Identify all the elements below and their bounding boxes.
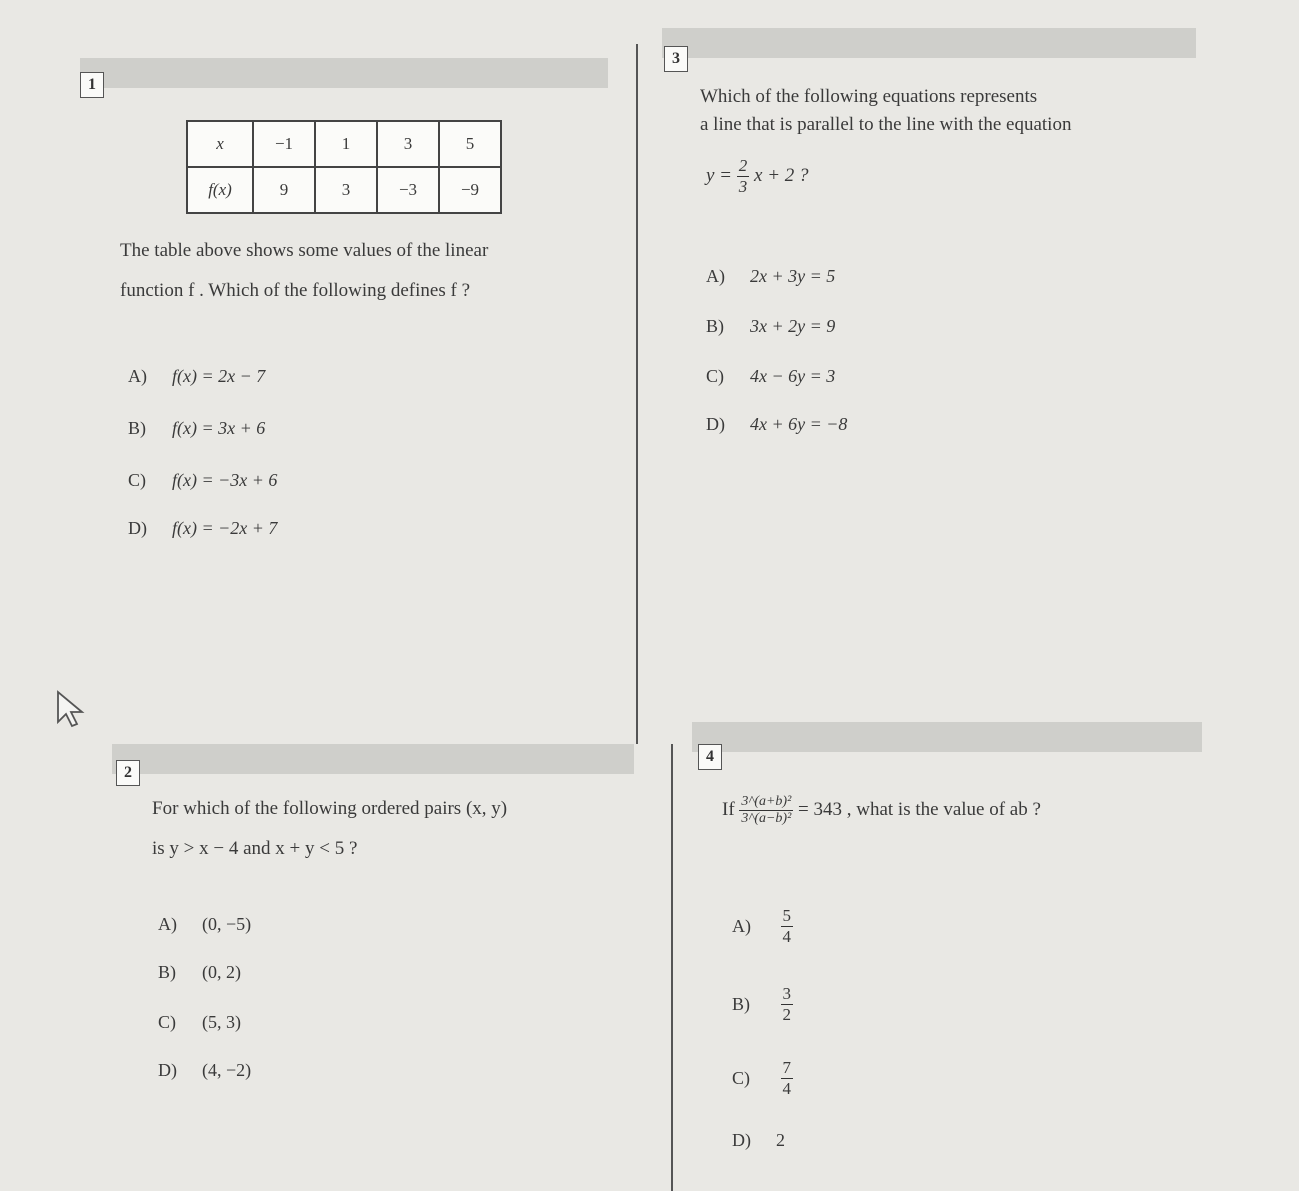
option-label: D) (128, 518, 147, 538)
q1-option-b[interactable] (128, 418, 265, 439)
q1-option-c[interactable] (128, 470, 277, 491)
option-text: 4x + 6y = −8 (750, 414, 848, 434)
q3-option-b[interactable] (706, 316, 835, 337)
fraction-denominator: 2 (782, 1005, 791, 1024)
q4-option-c[interactable] (732, 1058, 793, 1099)
q1-stem-line1: The table above shows some values of the linear (120, 240, 489, 261)
column-divider-bottom (671, 744, 673, 1191)
fraction-denominator: 4 (782, 927, 791, 946)
q3-stem-line1: Which of the following equations represents (700, 86, 1038, 107)
column-divider-top (636, 44, 638, 744)
table-cell: 3 (315, 167, 377, 213)
fraction-numerator: 3^(a+b)² (741, 794, 792, 809)
q2-option-d[interactable] (158, 1060, 251, 1081)
table-cell: 5 (439, 121, 501, 167)
table-row (187, 121, 501, 167)
option-text: 3x + 2y = 9 (750, 316, 836, 336)
option-text: 4x − 6y = 3 (750, 366, 836, 386)
q3-equation (706, 156, 809, 197)
option-text: f(x) = 3x + 6 (172, 418, 266, 438)
equation-suffix: x + 2 ? (754, 164, 809, 186)
option-text: f(x) = 2x − 7 (172, 366, 266, 386)
q1-option-a[interactable] (128, 366, 265, 387)
q4-exponent-fraction (739, 794, 793, 827)
fraction-numerator: 7 (782, 1058, 791, 1077)
option-label: D) (158, 1060, 177, 1080)
option-label: C) (706, 366, 724, 386)
option-text: (4, −2) (202, 1060, 252, 1080)
option-label: A) (706, 266, 725, 286)
q4-header-bar (692, 722, 1202, 752)
equation-fraction (737, 156, 750, 197)
q2-option-a[interactable] (158, 914, 251, 935)
table-cell: −1 (253, 121, 315, 167)
q4-option-a[interactable] (732, 906, 793, 947)
q2-option-b[interactable] (158, 962, 241, 983)
option-fraction (781, 984, 794, 1025)
q3-stem-line2: a line that is parallel to the line with the equation (700, 114, 1072, 135)
fraction-denominator: 3^(a−b)² (741, 811, 792, 826)
q3-option-d[interactable] (706, 414, 847, 435)
table-cell: 9 (253, 167, 315, 213)
q2-stem-line1: For which of the following ordered pairs (x, y) (152, 798, 508, 819)
q4-stem (722, 794, 1041, 827)
q4-option-d[interactable] (732, 1130, 785, 1151)
option-label: C) (732, 1068, 750, 1088)
option-label: B) (158, 962, 176, 982)
q3-header-bar (662, 28, 1196, 58)
q2-option-c[interactable] (158, 1012, 241, 1033)
table-cell: −9 (439, 167, 501, 213)
option-label: B) (732, 994, 750, 1014)
table-cell: −3 (377, 167, 439, 213)
q4-option-b[interactable] (732, 984, 793, 1025)
fraction-denominator: 4 (782, 1079, 791, 1098)
option-label: A) (732, 916, 751, 936)
q2-stem-line2: is y > x − 4 and x + y < 5 ? (152, 838, 358, 859)
q1-values-table (186, 120, 502, 214)
fraction-numerator: 3 (782, 984, 791, 1003)
q4-stem-rest: = 343 , what is the value of ab ? (798, 798, 1041, 820)
table-cell: f(x) (187, 167, 253, 213)
option-label: B) (128, 418, 146, 438)
q1-header-bar (80, 58, 608, 88)
q2-number: 2 (116, 760, 140, 786)
q4-number: 4 (698, 744, 722, 770)
mouse-cursor-icon (56, 690, 92, 730)
table-cell: 3 (377, 121, 439, 167)
option-text: 2x + 3y = 5 (750, 266, 836, 286)
table-cell: 1 (315, 121, 377, 167)
table-row (187, 167, 501, 213)
option-text: f(x) = −3x + 6 (172, 470, 278, 490)
option-text: f(x) = −2x + 7 (172, 518, 278, 538)
option-text: 2 (776, 1130, 785, 1150)
option-text: (0, −5) (202, 914, 252, 934)
fraction-numerator: 5 (782, 906, 791, 925)
q2-header-bar (112, 744, 634, 774)
q3-option-a[interactable] (706, 266, 835, 287)
fraction-denominator: 3 (738, 177, 748, 196)
q1-number: 1 (80, 72, 104, 98)
q3-number: 3 (664, 46, 688, 72)
table-cell: x (187, 121, 253, 167)
option-label: A) (128, 366, 147, 386)
option-label: D) (732, 1130, 751, 1150)
option-label: D) (706, 414, 725, 434)
fraction-numerator: 2 (738, 156, 748, 175)
option-text: (0, 2) (202, 962, 241, 982)
option-fraction (781, 1058, 794, 1099)
q1-stem-line2: function f . Which of the following defines f ? (120, 280, 470, 301)
option-label: C) (158, 1012, 176, 1032)
option-label: A) (158, 914, 177, 934)
q4-if-label: If (722, 798, 735, 820)
option-label: B) (706, 316, 724, 336)
option-fraction (781, 906, 794, 947)
equation-prefix: y = (706, 164, 733, 186)
option-text: (5, 3) (202, 1012, 241, 1032)
q1-option-d[interactable] (128, 518, 277, 539)
q3-option-c[interactable] (706, 366, 835, 387)
option-label: C) (128, 470, 146, 490)
